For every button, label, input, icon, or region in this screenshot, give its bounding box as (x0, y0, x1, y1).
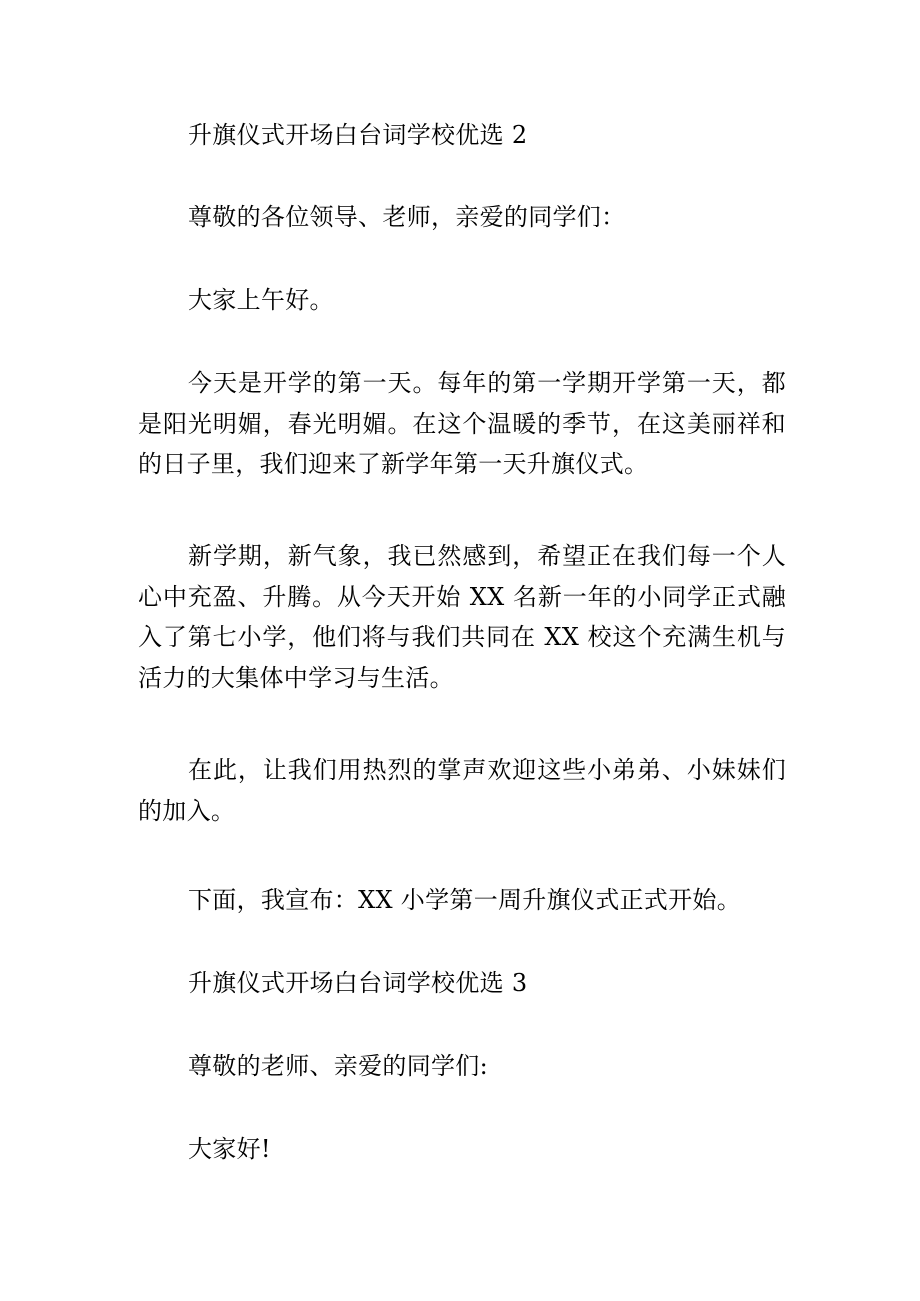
section-heading-3: 升旗仪式开场白台词学校优选 3 (188, 969, 528, 997)
welcome-paragraph: 在此，让我们用热烈的掌声欢迎这些小弟弟、小妹妹们的加入。 (138, 756, 786, 825)
salutation-paragraph-2: 尊敬的老师、亲爱的同学们: (188, 1052, 488, 1080)
salutation-paragraph: 尊敬的各位领导、老师，亲爱的同学们： (188, 203, 626, 231)
greeting-paragraph-2: 大家好! (188, 1135, 271, 1163)
new-semester-paragraph: 新学期，新气象，我已然感到，希望正在我们每一个人心中充盈、升腾。从今天开始 XX 名新一年的小同学正式融入了第七小学，他们将与我们共同在 XX 校这个充满生机与活力的大集体中学习与生活。 (138, 542, 786, 692)
section-heading-2: 升旗仪式开场白台词学校优选 2 (188, 121, 528, 149)
opening-paragraph: 今天是开学的第一天。每年的第一学期开学第一天，都是阳光明媚，春光明媚。在这个温暖的季节，在这美丽祥和的日子里，我们迎来了新学年第一天升旗仪式。 (138, 369, 786, 478)
announcement-paragraph: 下面，我宣布：XX 小学第一周升旗仪式正式开始。 (188, 886, 741, 914)
greeting-paragraph: 大家上午好。 (188, 286, 334, 314)
